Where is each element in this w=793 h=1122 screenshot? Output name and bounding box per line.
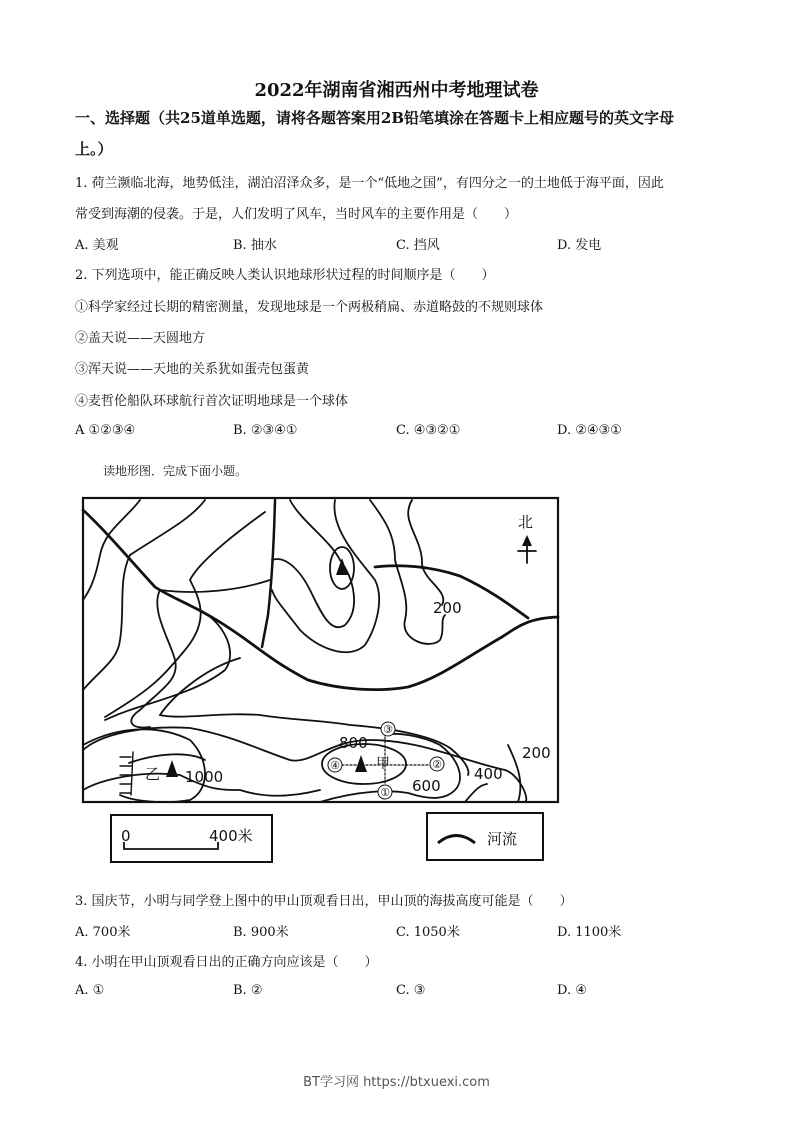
q2-option-c: C. ④③②①	[396, 423, 461, 438]
q2-item-3: ③浑天说——天地的关系犹如蛋壳包蛋黄	[75, 362, 310, 377]
map-intro: 读地形图．完成下面小题。	[103, 464, 248, 478]
contour-line	[129, 754, 205, 763]
q3-option-c: C. 1050米	[396, 925, 460, 940]
contour-line	[83, 729, 205, 802]
point-1-label: ①	[380, 786, 390, 799]
q1-option-c: C. 挡风	[396, 238, 440, 253]
scale-label-zero: 0	[121, 827, 131, 845]
north-arrow-head-icon	[522, 535, 532, 546]
q3-stem: 3. 国庆节，小明与同学登上图中的甲山顶观看日出，甲山顶的海拔高度可能是（ ）	[75, 894, 573, 909]
point-2-label: ②	[432, 758, 442, 771]
page-title: 2022年湖南省湘西州中考地理试卷	[254, 80, 539, 101]
contour-line	[408, 500, 443, 605]
peak-icon-jia	[355, 755, 367, 772]
q2-item-1: ①科学家经过长期的精密测量，发现地球是一个两极稍扁、赤道略鼓的不规则球体	[75, 300, 544, 315]
legend-box	[427, 813, 543, 860]
contour-line	[508, 745, 520, 802]
q4-stem: 4. 小明在甲山顶观看日出的正确方向应该是（ ）	[75, 955, 378, 970]
q1-stem-line2: 常受到海潮的侵袭。于是，人们发明了风车，当时风车的主要作用是（ ）	[75, 207, 518, 222]
contour-label-1000: 1000	[185, 768, 224, 786]
cliff-symbol	[120, 752, 133, 795]
contour-line	[83, 500, 140, 600]
peak-icon-yi	[166, 760, 178, 777]
q1-option-a: A. 美观	[75, 238, 119, 253]
contour-line	[105, 512, 265, 717]
footer-watermark: BT学习网 https://btxuexi.com	[303, 1075, 490, 1090]
section-heading-line2: 上。）	[75, 140, 113, 158]
contour-label-400: 400	[474, 765, 503, 783]
q4-option-d: D. ④	[557, 983, 587, 998]
q4-option-a: A. ①	[75, 983, 105, 998]
river-main	[83, 510, 558, 690]
contour-label-200-top: 200	[433, 599, 462, 617]
contour-line	[105, 606, 230, 720]
scale-bar	[124, 842, 218, 849]
scale-label-end: 400米	[209, 827, 253, 845]
q1-stem-line1: 1. 荷兰濒临北海，地势低洼，湖泊沼泽众多，是一个“低地之国”，有四分之一的土地低于海平面，因此	[75, 176, 664, 191]
contour-label-800: 800	[339, 734, 368, 752]
contour-line	[272, 500, 379, 652]
q3-option-d: D. 1100米	[557, 925, 622, 940]
legend-river-label: 河流	[487, 830, 518, 848]
q3-option-b: B. 900米	[233, 925, 289, 940]
contour-label-600: 600	[412, 777, 441, 795]
river-branch-north	[262, 500, 275, 647]
q4-option-b: B. ②	[233, 983, 263, 998]
q1-option-d: D. 发电	[557, 238, 602, 253]
point-4-label: ④	[330, 759, 340, 772]
contour-line	[370, 500, 445, 644]
q4-option-c: C. ③	[396, 983, 426, 998]
section-heading-line1: 一、选择题（共25道单选题，请将各题答案用2B铅笔填涂在答题卡上相应题号的英文字母	[75, 109, 674, 127]
peak-icon-north	[336, 558, 348, 575]
q2-option-d: D. ②④③①	[557, 423, 622, 438]
contour-label-200-right: 200	[522, 744, 551, 762]
q2-item-2: ②盖天说——天圆地方	[75, 331, 206, 346]
contour-line	[465, 784, 487, 802]
peak-label-yi: 乙	[145, 765, 161, 783]
q1-option-b: B. 抽水	[233, 238, 277, 253]
q2-item-4: ④麦哲伦船队环球航行首次证明地球是一个球体	[75, 394, 349, 409]
q3-option-a: A. 700米	[75, 925, 131, 940]
contour-line	[131, 580, 270, 728]
q2-stem: 2. 下列选项中，能正确反映人类认识地球形状过程的时间顺序是（ ）	[75, 268, 495, 283]
q2-option-b: B. ②③④①	[233, 423, 298, 438]
q2-option-a: A ①②③④	[75, 423, 136, 438]
point-3-label: ③	[383, 723, 393, 736]
peak-label-jia: 甲	[376, 756, 390, 772]
river-legend-icon	[438, 836, 475, 844]
north-label: 北	[518, 513, 534, 531]
contour-line	[160, 658, 468, 775]
